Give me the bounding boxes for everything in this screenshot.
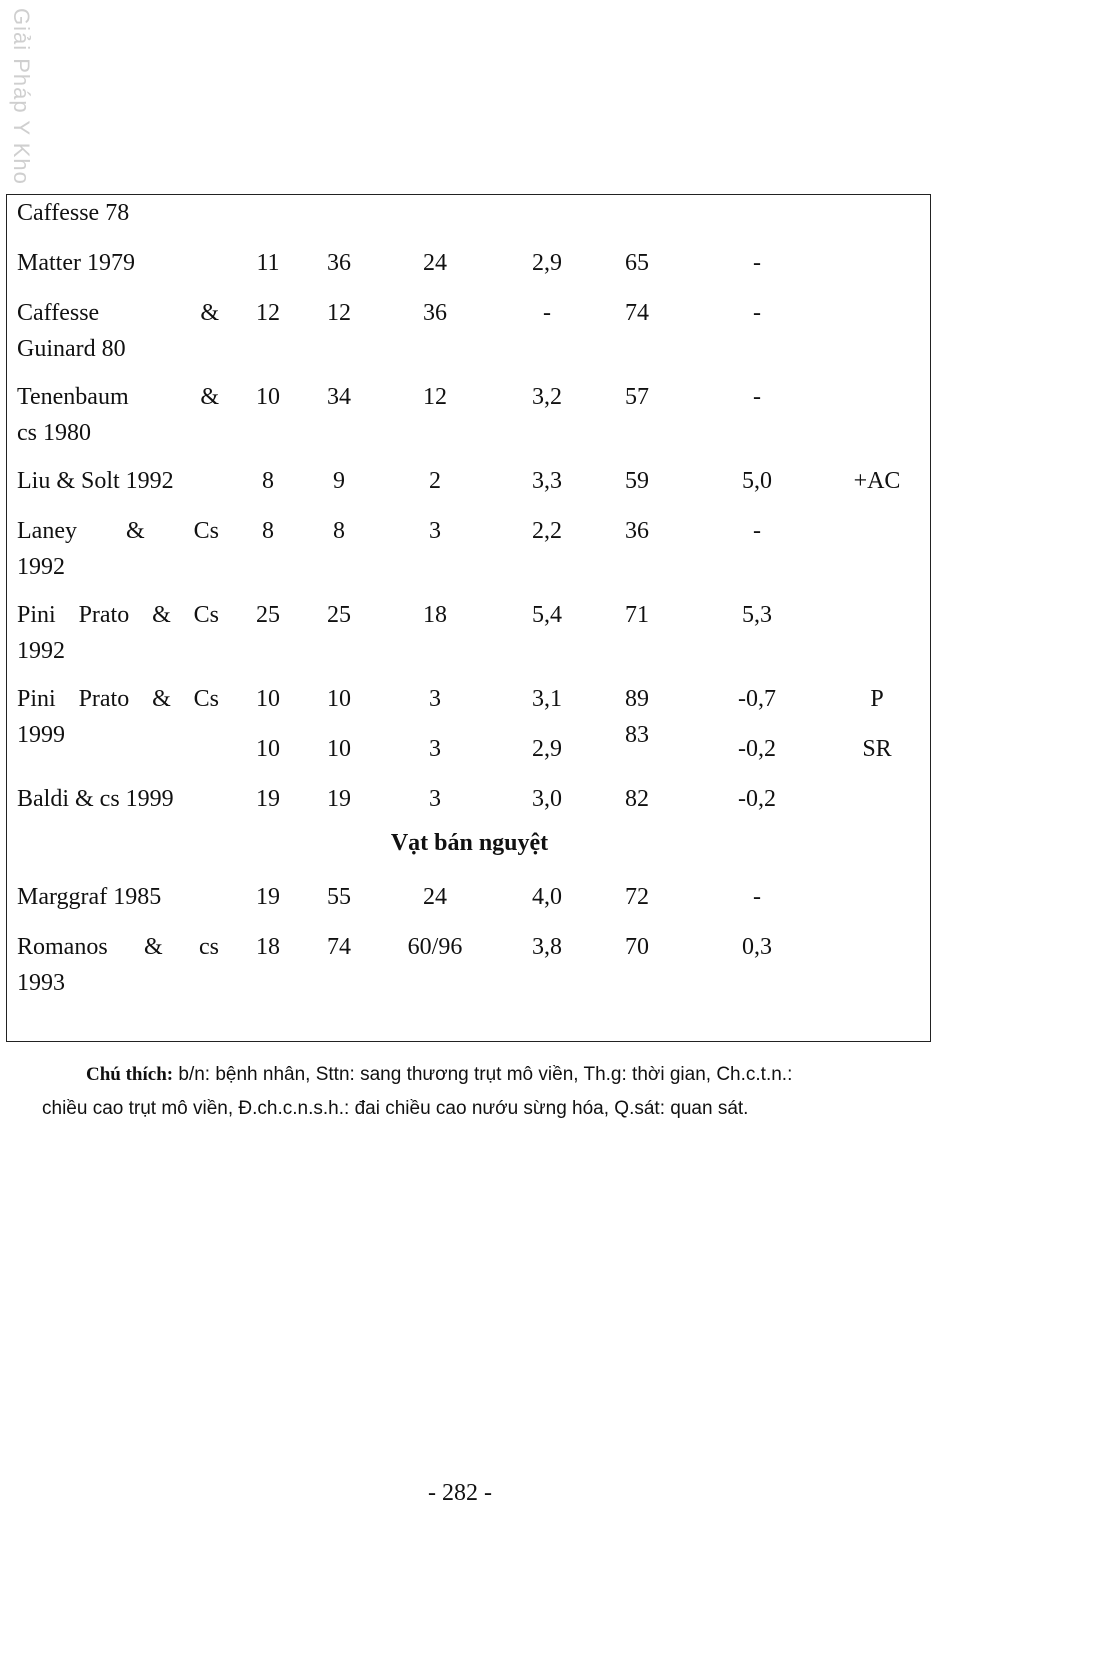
row-name: Caffesse 78 bbox=[17, 200, 130, 226]
cell-coverage: 70 bbox=[625, 934, 649, 960]
cell-recession-height: 3,1 bbox=[532, 686, 562, 712]
cell-lesions: 10 bbox=[327, 686, 351, 712]
cell-recession-height: 3,2 bbox=[532, 384, 562, 410]
cell-coverage: 65 bbox=[625, 250, 649, 276]
cell-coverage: 89 bbox=[625, 686, 649, 712]
cell-lesions: 36 bbox=[327, 250, 351, 276]
cell-patients: 8 bbox=[262, 518, 274, 544]
cell-coverage: 72 bbox=[625, 884, 649, 910]
cell-patients: 19 bbox=[256, 884, 280, 910]
cell-patients: 19 bbox=[256, 786, 280, 812]
row-name: Liu & Solt 1992 bbox=[17, 468, 174, 494]
cell-observation: SR bbox=[862, 736, 892, 762]
footnote-line-2: chiều cao trụt mô viền, Đ.ch.c.n.s.h.: đai chiều cao nướu sừng hóa, Q.sát: quan sát. bbox=[42, 1098, 749, 1119]
row-name: Pini Prato & Cs bbox=[17, 602, 219, 628]
cell-recession-height: 3,0 bbox=[532, 786, 562, 812]
cell-lesions: 25 bbox=[327, 602, 351, 628]
row-name: Matter 1979 bbox=[17, 250, 135, 276]
cell-duration: 3 bbox=[429, 518, 441, 544]
cell-coverage: 74 bbox=[625, 300, 649, 326]
cell-coverage: 57 bbox=[625, 384, 649, 410]
cell-keratinized-gingiva: 0,3 bbox=[742, 934, 772, 960]
cell-patients: 8 bbox=[262, 468, 274, 494]
row-name: Romanos & cs bbox=[17, 934, 219, 960]
row-name-line2: 1999 bbox=[17, 722, 65, 748]
cell-recession-height: 2,9 bbox=[532, 736, 562, 762]
cell-keratinized-gingiva: - bbox=[753, 250, 761, 276]
row-name: Caffesse & bbox=[17, 300, 219, 326]
cell-duration: 12 bbox=[423, 384, 447, 410]
cell-recession-height: 2,2 bbox=[532, 518, 562, 544]
cell-recession-height: 4,0 bbox=[532, 884, 562, 910]
cell-patients: 10 bbox=[256, 686, 280, 712]
footnote-text-1: b/n: bệnh nhân, Sttn: sang thương trụt mô viền, Th.g: thời gian, Ch.c.t.n.: bbox=[178, 1064, 793, 1085]
cell-coverage: 82 bbox=[625, 786, 649, 812]
row-name: Baldi & cs 1999 bbox=[17, 786, 174, 812]
cell-duration: 24 bbox=[423, 250, 447, 276]
cell-lesions: 9 bbox=[333, 468, 345, 494]
cell-duration: 3 bbox=[429, 786, 441, 812]
data-table bbox=[6, 194, 931, 1042]
cell-duration: 2 bbox=[429, 468, 441, 494]
cell-lesions: 19 bbox=[327, 786, 351, 812]
row-name: Tenenbaum & bbox=[17, 384, 219, 410]
cell-keratinized-gingiva: 5,3 bbox=[742, 602, 772, 628]
row-name: Laney & Cs bbox=[17, 518, 219, 544]
cell-lesions: 12 bbox=[327, 300, 351, 326]
cell-patients: 10 bbox=[256, 384, 280, 410]
cell-recession-height: 3,3 bbox=[532, 468, 562, 494]
cell-coverage: 83 bbox=[625, 722, 649, 748]
row-name: Pini Prato & Cs bbox=[17, 686, 219, 712]
cell-duration: 3 bbox=[429, 686, 441, 712]
footnote bbox=[42, 1058, 902, 1126]
cell-keratinized-gingiva: - bbox=[753, 884, 761, 910]
cell-duration: 60/96 bbox=[407, 934, 463, 960]
cell-patients: 11 bbox=[256, 250, 280, 276]
cell-patients: 12 bbox=[256, 300, 280, 326]
cell-keratinized-gingiva: - bbox=[753, 300, 761, 326]
cell-coverage: 36 bbox=[625, 518, 649, 544]
cell-keratinized-gingiva: - bbox=[753, 518, 761, 544]
cell-patients: 18 bbox=[256, 934, 280, 960]
cell-keratinized-gingiva: -0,2 bbox=[738, 786, 776, 812]
cell-recession-height: 5,4 bbox=[532, 602, 562, 628]
footnote-label: Chú thích: bbox=[86, 1064, 174, 1085]
cell-lesions: 34 bbox=[327, 384, 351, 410]
cell-duration: 36 bbox=[423, 300, 447, 326]
page-number: - 282 - bbox=[428, 1480, 492, 1506]
cell-duration: 3 bbox=[429, 736, 441, 762]
cell-lesions: 55 bbox=[327, 884, 351, 910]
row-name: Marggraf 1985 bbox=[17, 884, 162, 910]
cell-recession-height: 2,9 bbox=[532, 250, 562, 276]
cell-keratinized-gingiva: -0,2 bbox=[738, 736, 776, 762]
cell-observation: +AC bbox=[853, 468, 901, 494]
row-name-line2: 1993 bbox=[17, 970, 65, 996]
cell-lesions: 10 bbox=[327, 736, 351, 762]
cell-coverage: 59 bbox=[625, 468, 649, 494]
cell-recession-height: 3,8 bbox=[532, 934, 562, 960]
cell-duration: 24 bbox=[423, 884, 447, 910]
row-name-line2: cs 1980 bbox=[17, 420, 91, 446]
cell-patients: 25 bbox=[256, 602, 280, 628]
cell-observation: P bbox=[870, 686, 884, 712]
cell-patients: 10 bbox=[256, 736, 280, 762]
watermark-text: Giải Pháp Y Kho bbox=[9, 8, 34, 185]
cell-keratinized-gingiva: - bbox=[753, 384, 761, 410]
cell-keratinized-gingiva: -0,7 bbox=[738, 686, 776, 712]
footnote-line-1 bbox=[42, 1058, 902, 1092]
cell-recession-height: - bbox=[543, 300, 551, 326]
cell-keratinized-gingiva: 5,0 bbox=[742, 468, 772, 494]
row-name-line2: 1992 bbox=[17, 638, 65, 664]
row-name-line2: Guinard 80 bbox=[17, 336, 126, 362]
cell-duration: 18 bbox=[423, 602, 447, 628]
cell-coverage: 71 bbox=[625, 602, 649, 628]
cell-lesions: 74 bbox=[327, 934, 351, 960]
section-heading: Vạt bán nguyệt bbox=[390, 830, 549, 856]
cell-lesions: 8 bbox=[333, 518, 345, 544]
row-name-line2: 1992 bbox=[17, 554, 65, 580]
